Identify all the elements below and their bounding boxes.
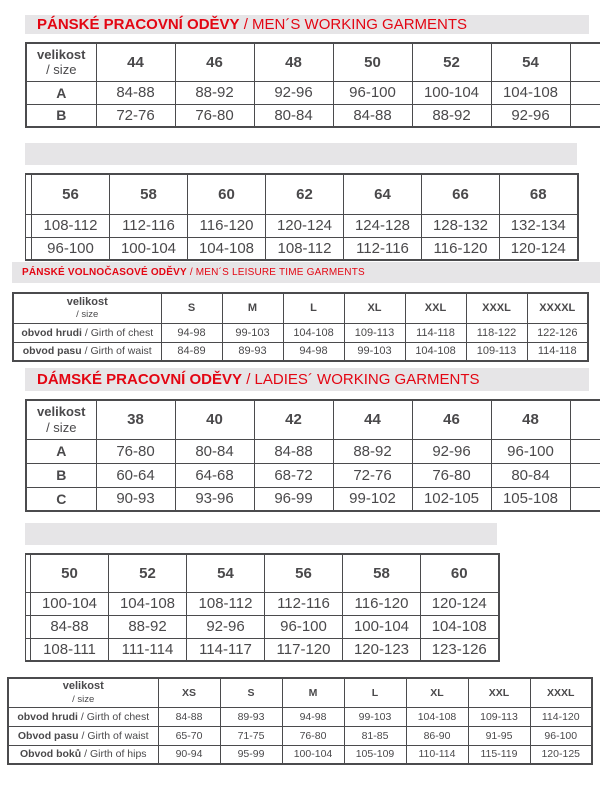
section-header-mens-working (25, 15, 589, 34)
size-value-cell: 104-108 (283, 323, 344, 342)
size-value-cell: 120-124 (421, 592, 499, 615)
table-row (13, 342, 588, 361)
section-title-czech: PÁNSKÉ PRACOVNÍ ODĚVY (37, 16, 240, 33)
size-value-cell: 92-96 (491, 104, 570, 127)
size-value-cell: 112-116 (344, 237, 422, 260)
size-label-czech: velikost (37, 46, 86, 62)
size-column-header: XXXL (466, 293, 527, 323)
size-value-cell: 109-113 (468, 707, 530, 726)
size-value-cell: 96-100 (265, 615, 343, 638)
size-column-header: 52 (412, 43, 491, 81)
size-value-cell: 123-126 (421, 638, 499, 661)
size-value-cell: 80-84 (491, 463, 570, 487)
size-value-cell: 108-112 (266, 237, 344, 260)
size-column-header: 62 (266, 174, 344, 214)
size-column-header: XXL (405, 293, 466, 323)
size-label-cell (26, 400, 96, 439)
size-value-cell: 112-116 (265, 592, 343, 615)
size-column-header: 66 (422, 174, 500, 214)
size-table-ladies-working-1 (25, 399, 600, 512)
cut-column-stub (570, 81, 600, 104)
table-row (26, 439, 600, 463)
size-table (12, 292, 589, 362)
size-value-cell: 120-124 (266, 214, 344, 237)
size-value-cell: 118-122 (466, 323, 527, 342)
table-row (26, 81, 600, 104)
size-column-header: 56 (265, 554, 343, 592)
size-value-cell: 105-109 (344, 745, 406, 764)
size-value-cell: 96-100 (530, 726, 592, 745)
size-table-ladies-working-2 (25, 553, 600, 662)
row-label-english: / Girth of waist (84, 345, 152, 358)
size-value-cell: 89-93 (222, 342, 283, 361)
table-row (26, 104, 600, 127)
size-value-cell: 102-105 (412, 487, 491, 511)
table-row (8, 707, 592, 726)
row-label-english: / Girth of hips (84, 748, 147, 761)
size-table-mens-working-2 (25, 173, 600, 261)
size-value-cell: 104-108 (109, 592, 187, 615)
size-column-header: 44 (96, 43, 175, 81)
size-column-header: 54 (187, 554, 265, 592)
size-value-cell: 80-84 (175, 439, 254, 463)
size-label-czech: velikost (66, 295, 108, 308)
size-value-cell: 86-90 (406, 726, 468, 745)
size-value-cell: 100-104 (343, 615, 421, 638)
size-column-header: M (222, 293, 283, 323)
size-value-cell: 99-103 (344, 707, 406, 726)
size-value-cell: 71-75 (220, 726, 282, 745)
cut-column-stub (570, 487, 600, 511)
size-table-ladies-measurements (7, 677, 600, 765)
size-value-cell: 88-92 (412, 104, 491, 127)
row-label-czech: Obvod boků (19, 748, 85, 761)
section-title-english: / MEN´S WORKING GARMENTS (239, 16, 468, 33)
size-value-cell: 76-80 (175, 104, 254, 127)
size-table (25, 399, 600, 512)
row-label-cell: B (26, 463, 96, 487)
size-value-cell: 72-76 (96, 104, 175, 127)
size-column-header: 46 (412, 400, 491, 439)
size-label-english: / size (46, 419, 77, 435)
section-divider-bar (25, 143, 577, 165)
size-column-header: 54 (491, 43, 570, 81)
size-table (7, 677, 593, 765)
size-value-cell: 104-108 (405, 342, 466, 361)
size-column-header: 48 (254, 43, 333, 81)
size-value-cell: 96-99 (254, 487, 333, 511)
size-value-cell: 76-80 (96, 439, 175, 463)
section-title-english: / LADIES´ WORKING GARMENTS (242, 371, 480, 388)
size-column-header: 52 (109, 554, 187, 592)
section-title-czech: DÁMSKÉ PRACOVNÍ ODĚVY (37, 371, 243, 388)
size-value-cell: 84-88 (254, 439, 333, 463)
size-table-mens-leisure (12, 292, 600, 362)
section-title-english: / MEN´S LEISURE TIME GARMENTS (186, 267, 365, 278)
section-title-czech: PÁNSKÉ VOLNOČASOVÉ ODĚVY (22, 267, 187, 278)
size-value-cell: 132-134 (500, 214, 578, 237)
size-value-cell: 110-114 (406, 745, 468, 764)
row-label-cell: A (26, 439, 96, 463)
row-label-cell (13, 323, 161, 342)
size-value-cell: 108-111 (31, 638, 109, 661)
size-value-cell: 84-88 (158, 707, 220, 726)
row-label-czech: obvod hrudi (17, 710, 81, 723)
size-value-cell: 88-92 (175, 81, 254, 104)
table-row (26, 615, 499, 638)
table-row (26, 487, 600, 511)
size-value-cell: 95-99 (220, 745, 282, 764)
size-value-cell: 114-117 (187, 638, 265, 661)
size-value-cell: 105-108 (491, 487, 570, 511)
size-value-cell: 104-108 (491, 81, 570, 104)
cut-column-stub (570, 43, 600, 81)
row-label-cell: B (26, 104, 96, 127)
size-value-cell: 84-88 (96, 81, 175, 104)
size-label-cell (26, 43, 96, 81)
size-column-header: M (282, 678, 344, 707)
table-row (26, 237, 578, 260)
table-row (26, 592, 499, 615)
size-value-cell: 114-118 (405, 323, 466, 342)
size-label-english: / size (46, 62, 77, 78)
size-value-cell: 89-93 (220, 707, 282, 726)
row-label-cell (8, 745, 158, 764)
table-row (26, 463, 600, 487)
size-value-cell: 88-92 (109, 615, 187, 638)
size-label-cell (8, 678, 158, 707)
size-value-cell: 108-112 (187, 592, 265, 615)
row-label-cell (8, 707, 158, 726)
size-column-header: 44 (333, 400, 412, 439)
size-value-cell: 111-114 (109, 638, 187, 661)
size-table (25, 42, 600, 128)
size-value-cell: 124-128 (344, 214, 422, 237)
size-column-header: L (344, 678, 406, 707)
size-value-cell: 99-103 (222, 323, 283, 342)
size-value-cell: 96-100 (491, 439, 570, 463)
size-value-cell: 104-108 (188, 237, 266, 260)
size-value-cell: 94-98 (282, 707, 344, 726)
size-value-cell: 116-120 (422, 237, 500, 260)
table-row (8, 726, 592, 745)
cut-column-stub (570, 463, 600, 487)
size-value-cell: 120-123 (343, 638, 421, 661)
size-column-header: 50 (31, 554, 109, 592)
size-table (25, 173, 579, 261)
size-column-header: 46 (175, 43, 254, 81)
row-label-czech: obvod hrudi (21, 326, 85, 339)
size-column-header: 48 (491, 400, 570, 439)
size-value-cell: 72-76 (333, 463, 412, 487)
size-column-header: 40 (175, 400, 254, 439)
size-value-cell: 116-120 (188, 214, 266, 237)
size-value-cell: 100-104 (412, 81, 491, 104)
size-value-cell: 100-104 (282, 745, 344, 764)
size-value-cell: 94-98 (283, 342, 344, 361)
size-value-cell: 64-68 (175, 463, 254, 487)
size-value-cell: 84-89 (161, 342, 222, 361)
size-value-cell: 100-104 (110, 237, 188, 260)
size-value-cell: 104-108 (421, 615, 499, 638)
size-value-cell: 99-103 (344, 342, 405, 361)
size-value-cell: 84-88 (333, 104, 412, 127)
size-label-cell (13, 293, 161, 323)
cut-column-stub (570, 104, 600, 127)
size-value-cell: 88-92 (333, 439, 412, 463)
row-label-czech: Obvod pasu (17, 729, 82, 742)
size-value-cell: 109-113 (466, 342, 527, 361)
row-label-cell (8, 726, 158, 745)
size-value-cell: 65-70 (158, 726, 220, 745)
size-value-cell: 60-64 (96, 463, 175, 487)
table-row (26, 638, 499, 661)
size-column-header: 64 (344, 174, 422, 214)
size-column-header: 60 (421, 554, 499, 592)
size-value-cell: 93-96 (175, 487, 254, 511)
size-value-cell: 112-116 (110, 214, 188, 237)
size-column-header: 68 (500, 174, 578, 214)
row-label-cell: A (26, 81, 96, 104)
size-value-cell: 84-88 (31, 615, 109, 638)
row-label-czech: obvod pasu (22, 345, 85, 358)
size-value-cell: 114-120 (530, 707, 592, 726)
size-value-cell: 92-96 (412, 439, 491, 463)
size-column-header: 38 (96, 400, 175, 439)
size-table (25, 553, 500, 662)
size-value-cell: 104-108 (406, 707, 468, 726)
size-value-cell: 109-113 (344, 323, 405, 342)
size-value-cell: 96-100 (32, 237, 110, 260)
size-column-header: XL (344, 293, 405, 323)
size-column-header: XL (406, 678, 468, 707)
row-label-english: / Girth of chest (80, 710, 150, 723)
size-value-cell: 99-102 (333, 487, 412, 511)
table-row (8, 745, 592, 764)
size-column-header: 58 (110, 174, 188, 214)
size-value-cell: 92-96 (254, 81, 333, 104)
size-value-cell: 114-118 (527, 342, 588, 361)
size-value-cell: 68-72 (254, 463, 333, 487)
size-column-header: L (283, 293, 344, 323)
size-value-cell: 76-80 (412, 463, 491, 487)
size-label-czech: velikost (62, 680, 104, 693)
size-column-header: XXXL (530, 678, 592, 707)
size-value-cell: 90-94 (158, 745, 220, 764)
size-value-cell: 108-112 (32, 214, 110, 237)
size-column-header: 60 (188, 174, 266, 214)
size-value-cell: 76-80 (282, 726, 344, 745)
table-row (13, 323, 588, 342)
section-header-mens-leisure (12, 262, 600, 283)
size-value-cell: 117-120 (265, 638, 343, 661)
size-value-cell: 120-124 (500, 237, 578, 260)
size-column-header: 42 (254, 400, 333, 439)
table-row (26, 214, 578, 237)
size-value-cell: 116-120 (343, 592, 421, 615)
size-value-cell: 100-104 (31, 592, 109, 615)
size-value-cell: 90-93 (96, 487, 175, 511)
section-divider-bar (25, 523, 497, 545)
size-value-cell: 94-98 (161, 323, 222, 342)
row-label-cell: C (26, 487, 96, 511)
size-value-cell: 120-125 (530, 745, 592, 764)
size-value-cell: 115-119 (468, 745, 530, 764)
section-header-ladies-working (25, 368, 589, 391)
size-value-cell: 92-96 (187, 615, 265, 638)
size-value-cell: 91-95 (468, 726, 530, 745)
size-column-header: 56 (32, 174, 110, 214)
size-column-header: 58 (343, 554, 421, 592)
row-label-english: / Girth of chest (84, 326, 154, 339)
size-column-header: XXL (468, 678, 530, 707)
size-column-header: S (161, 293, 222, 323)
size-label-english: / size (76, 309, 99, 321)
size-value-cell: 81-85 (344, 726, 406, 745)
size-value-cell: 128-132 (422, 214, 500, 237)
size-column-header: XXXXL (527, 293, 588, 323)
size-label-czech: velikost (37, 404, 86, 420)
size-value-cell: 80-84 (254, 104, 333, 127)
size-column-header: XS (158, 678, 220, 707)
cut-column-stub (570, 439, 600, 463)
size-value-cell: 122-126 (527, 323, 588, 342)
size-label-english: / size (72, 693, 95, 705)
size-value-cell: 96-100 (333, 81, 412, 104)
size-column-header: 50 (333, 43, 412, 81)
row-label-english: / Girth of waist (81, 729, 149, 742)
size-table-mens-working-1 (25, 42, 600, 128)
cut-column-stub (570, 400, 600, 439)
size-column-header: S (220, 678, 282, 707)
row-label-cell (13, 342, 161, 361)
